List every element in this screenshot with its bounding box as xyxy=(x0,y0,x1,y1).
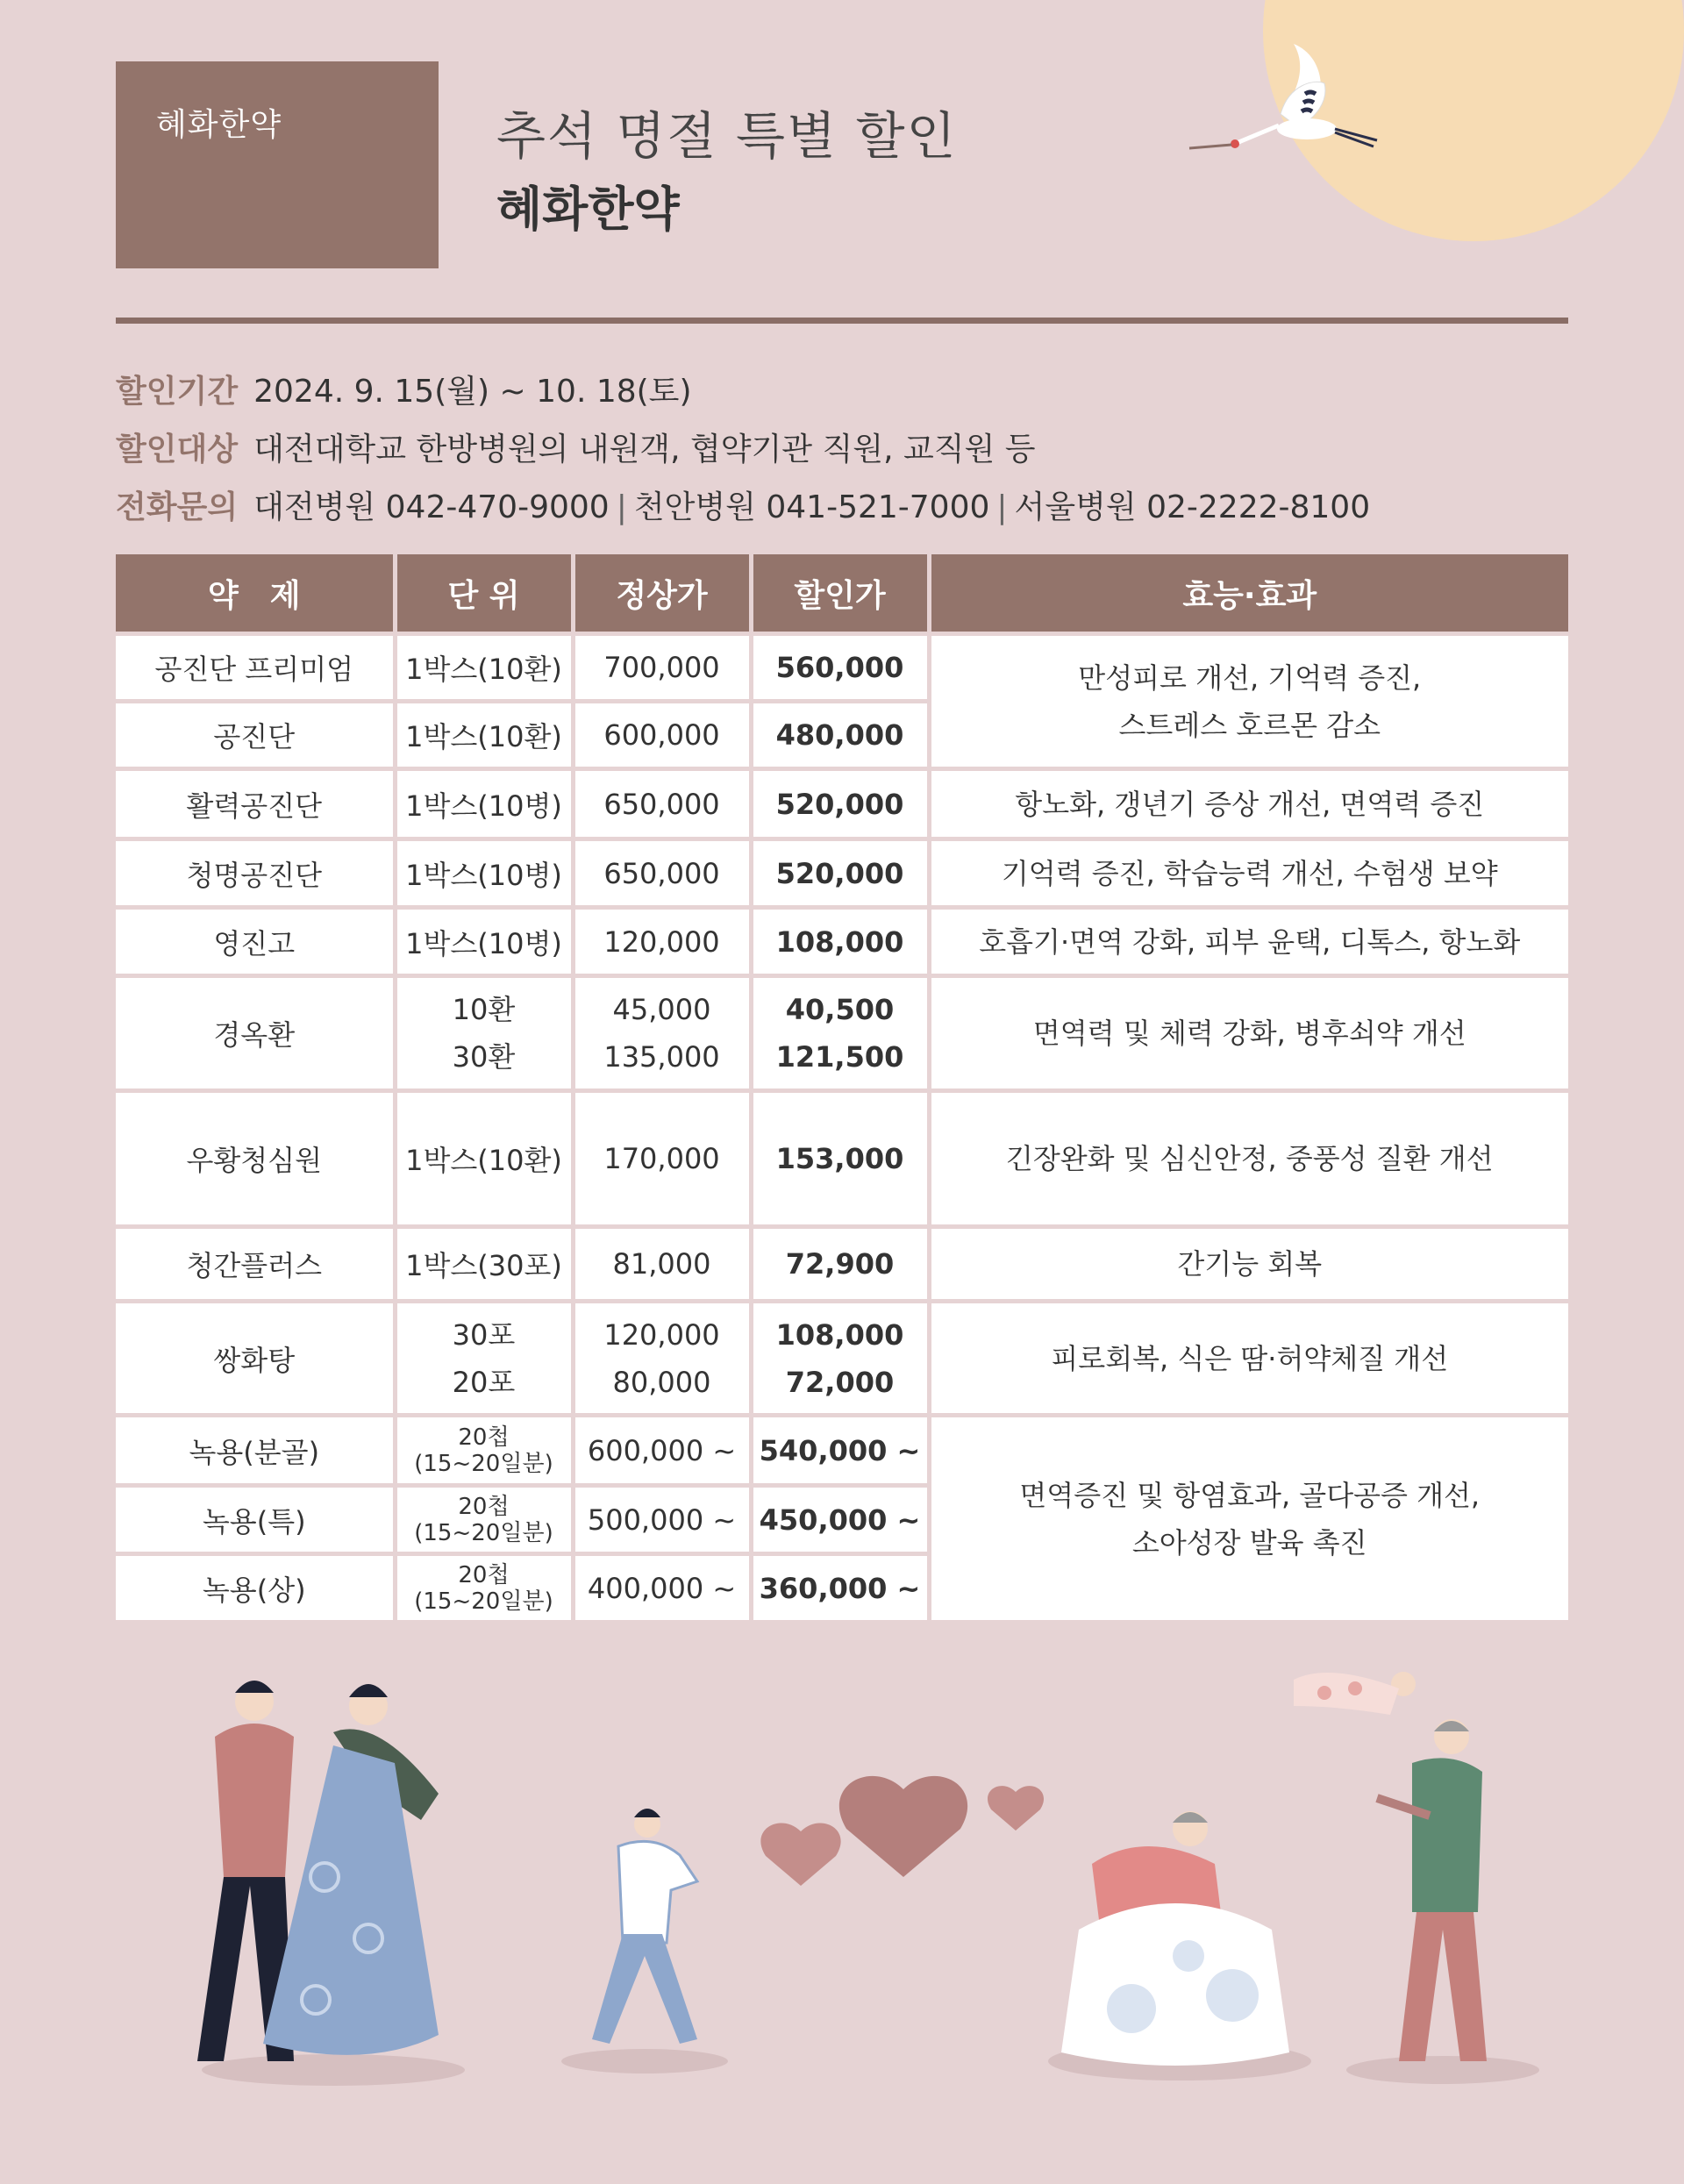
sale-price: 450,000 ~ xyxy=(751,1486,929,1554)
effect-cell: 간기능 회복 xyxy=(929,1227,1568,1302)
effect-cell: 면역력 및 체력 강화, 병후쇠약 개선 xyxy=(929,976,1568,1091)
sale-price: 72,900 xyxy=(751,1227,929,1302)
price-line: 135,000 xyxy=(603,1040,720,1074)
sale-price xyxy=(751,1302,929,1416)
unit-line: 20첩 xyxy=(458,1561,510,1588)
family-illustration xyxy=(0,1649,1684,2105)
sale-price: 540,000 ~ xyxy=(751,1416,929,1486)
price-line: 80,000 xyxy=(612,1365,711,1399)
contact-daejeon: 대전병원 042-470-9000 xyxy=(253,489,610,525)
info-period xyxy=(116,367,692,411)
target-label: 할인대상 xyxy=(116,432,239,467)
separator: | xyxy=(996,489,1008,525)
regular-price: 700,000 xyxy=(573,634,751,702)
effect-cell: 호흡기·면역 강화, 피부 윤택, 디톡스, 항노화 xyxy=(929,908,1568,976)
unit-cell: 1박스(10환) xyxy=(395,1091,573,1227)
header-medicine: 약 제 xyxy=(116,554,395,634)
regular-price: 170,000 xyxy=(573,1091,751,1227)
unit-line: (15~20일분) xyxy=(414,1588,553,1615)
regular-price: 500,000 ~ xyxy=(573,1486,751,1554)
regular-price: 600,000 xyxy=(573,702,751,769)
table-row xyxy=(116,1227,1568,1302)
medicine-name: 우황청심원 xyxy=(116,1091,395,1227)
regular-price: 400,000 ~ xyxy=(573,1554,751,1623)
effect-cell: 항노화, 갱년기 증상 개선, 면역력 증진 xyxy=(929,769,1568,839)
sale-price: 520,000 xyxy=(751,839,929,908)
contact-seoul: 서울병원 02-2222-8100 xyxy=(1014,489,1371,525)
separator: | xyxy=(616,489,627,525)
sale-price: 360,000 ~ xyxy=(751,1554,929,1623)
sale-price: 520,000 xyxy=(751,769,929,839)
table-row xyxy=(116,634,1568,702)
effect-cell xyxy=(929,634,1568,769)
unit-line: 30환 xyxy=(452,1040,516,1074)
table-header-row xyxy=(116,554,1568,634)
effect-cell xyxy=(929,1416,1568,1623)
medicine-name: 경옥환 xyxy=(116,976,395,1091)
regular-price: 120,000 xyxy=(573,908,751,976)
price-line: 72,000 xyxy=(785,1365,895,1399)
header-regular-price: 정상가 xyxy=(573,554,751,634)
unit-cell: 1박스(30포) xyxy=(395,1227,573,1302)
medicine-name: 녹용(특) xyxy=(116,1486,395,1554)
table-row xyxy=(116,1302,1568,1416)
unit-cell xyxy=(395,976,573,1091)
sale-price: 153,000 xyxy=(751,1091,929,1227)
unit-cell: 1박스(10환) xyxy=(395,634,573,702)
unit-cell: 1박스(10병) xyxy=(395,839,573,908)
medicine-name: 녹용(상) xyxy=(116,1554,395,1623)
crane-illustration xyxy=(1175,31,1386,189)
brand-box xyxy=(116,61,439,268)
table-row xyxy=(116,976,1568,1091)
header-sale-price: 할인가 xyxy=(751,554,929,634)
medicine-name: 청간플러스 xyxy=(116,1227,395,1302)
contact-label: 전화문의 xyxy=(116,489,239,525)
sale-price xyxy=(751,976,929,1091)
brand-box-label: 혜화한약 xyxy=(156,107,282,143)
effect-cell: 기억력 증진, 학습능력 개선, 수험생 보약 xyxy=(929,839,1568,908)
medicine-name: 공진단 xyxy=(116,702,395,769)
info-contact xyxy=(116,482,1370,527)
price-line: 120,000 xyxy=(603,1317,720,1352)
unit-line: 20포 xyxy=(452,1365,516,1399)
price-line: 45,000 xyxy=(612,993,711,1026)
effect-cell: 피로회복, 식은 땀·허약체질 개선 xyxy=(929,1302,1568,1416)
page-subtitle: 혜화한약 xyxy=(496,182,680,237)
unit-line: 20첩 xyxy=(458,1424,510,1451)
regular-price: 650,000 xyxy=(573,769,751,839)
regular-price xyxy=(573,976,751,1091)
unit-line: (15~20일분) xyxy=(414,1519,553,1546)
medicine-name: 공진단 프리미엄 xyxy=(116,634,395,702)
unit-line: 20첩 xyxy=(458,1493,510,1520)
header-unit: 단 위 xyxy=(395,554,573,634)
table-row xyxy=(116,908,1568,976)
unit-line: 10환 xyxy=(452,993,516,1026)
unit-cell xyxy=(395,1302,573,1416)
table-row xyxy=(116,1416,1568,1486)
medicine-name: 쌍화탕 xyxy=(116,1302,395,1416)
sale-price: 108,000 xyxy=(751,908,929,976)
page-title: 추석 명절 특별 할인 xyxy=(496,106,958,166)
unit-cell: 1박스(10병) xyxy=(395,769,573,839)
effect-cell: 긴장완화 및 심신안정, 중풍성 질환 개선 xyxy=(929,1091,1568,1227)
contact-cheonan: 천안병원 041-521-7000 xyxy=(633,489,990,525)
unit-cell xyxy=(395,1486,573,1554)
unit-cell xyxy=(395,1416,573,1486)
medicine-name: 청명공진단 xyxy=(116,839,395,908)
regular-price xyxy=(573,1302,751,1416)
table-row xyxy=(116,1091,1568,1227)
table-row xyxy=(116,839,1568,908)
info-target xyxy=(116,425,1036,469)
unit-cell: 1박스(10환) xyxy=(395,702,573,769)
price-table xyxy=(116,554,1568,1624)
table-row xyxy=(116,769,1568,839)
regular-price: 600,000 ~ xyxy=(573,1416,751,1486)
regular-price: 81,000 xyxy=(573,1227,751,1302)
price-line: 121,500 xyxy=(775,1040,904,1074)
header-effect: 효능·효과 xyxy=(929,554,1568,634)
unit-cell xyxy=(395,1554,573,1623)
medicine-name: 영진고 xyxy=(116,908,395,976)
medicine-name: 녹용(분골) xyxy=(116,1416,395,1486)
regular-price: 650,000 xyxy=(573,839,751,908)
unit-line: (15~20일분) xyxy=(414,1450,553,1477)
effect-line: 만성피로 개선, 기억력 증진, xyxy=(1078,660,1422,695)
sale-price: 560,000 xyxy=(751,634,929,702)
medicine-name: 활력공진단 xyxy=(116,769,395,839)
price-line: 108,000 xyxy=(775,1317,904,1352)
effect-line: 스트레스 호르몬 감소 xyxy=(1118,708,1381,742)
sale-price: 480,000 xyxy=(751,702,929,769)
effect-line: 면역증진 및 항염효과, 골다공증 개선, xyxy=(1019,1478,1481,1512)
effect-line: 소아성장 발육 촉진 xyxy=(1131,1525,1367,1559)
price-line: 40,500 xyxy=(785,993,895,1026)
period-value: 2024. 9. 15(월) ~ 10. 18(토) xyxy=(253,374,692,410)
period-label: 할인기간 xyxy=(116,374,239,410)
unit-line: 30포 xyxy=(452,1317,516,1352)
divider xyxy=(116,318,1568,324)
unit-cell: 1박스(10병) xyxy=(395,908,573,976)
target-value: 대전대학교 한방병원의 내원객, 협약기관 직원, 교직원 등 xyxy=(253,432,1036,467)
